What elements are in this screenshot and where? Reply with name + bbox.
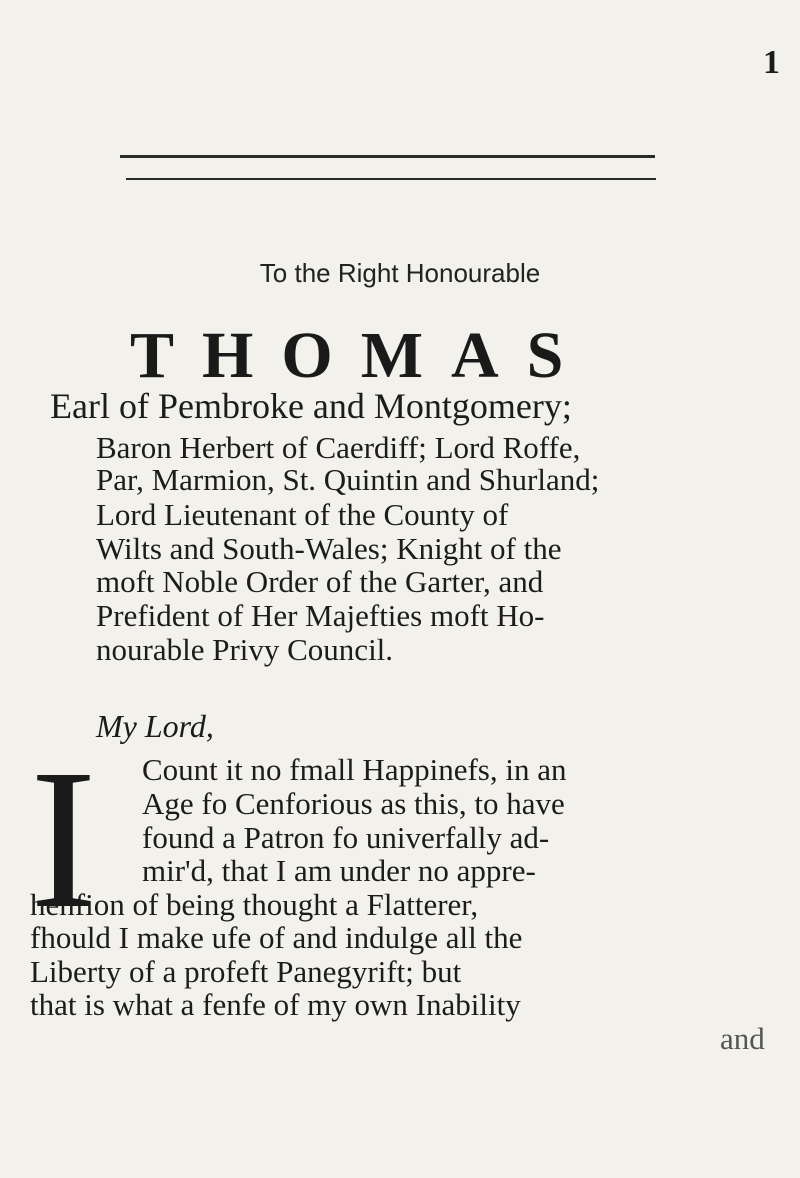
catchword: and — [720, 1021, 765, 1056]
letter-address: My Lord, — [96, 708, 214, 744]
top-rule — [120, 155, 655, 158]
page-number: 1 — [763, 44, 780, 81]
title-line: Lord Lieutenant of the County of — [96, 497, 509, 532]
title-line: moft Noble Order of the Garter, and — [96, 564, 544, 599]
title-line: Earl of Pembroke and Montgomery; — [50, 386, 572, 426]
title-line: Par, Marmion, St. Quintin and Shurland; — [96, 462, 600, 497]
title-line: nourable Privy Council. — [96, 632, 394, 667]
dedicatee-name: THOMAS — [130, 319, 592, 392]
title-line: Prefident of Her Majefties moft Ho- — [96, 598, 545, 633]
letter-line: henfion of being thought a Flatterer, — [30, 887, 479, 922]
letter-line: fhould I make ufe of and indulge all the — [30, 920, 523, 955]
title-line: Wilts and South-Wales; Knight of the — [96, 531, 562, 566]
letter-line: Age fo Cenforious as this, to have — [142, 786, 565, 821]
letter-line: found a Patron fo univerfally ad- — [142, 820, 550, 855]
letter-line: Liberty of a profeft Panegyrift; but — [30, 954, 462, 989]
dedication-to-line: To the Right Honourable — [259, 258, 541, 288]
letter-line: mir'd, that I am under no appre- — [142, 853, 536, 888]
drop-cap: I — [30, 729, 97, 950]
letter-line: Count it no fmall Happinefs, in an — [142, 752, 567, 787]
second-rule — [126, 178, 656, 180]
letter-line: that is what a fenfe of my own Inability — [30, 987, 521, 1022]
title-line: Baron Herbert of Caerdiff; Lord Roffe, — [96, 430, 581, 465]
